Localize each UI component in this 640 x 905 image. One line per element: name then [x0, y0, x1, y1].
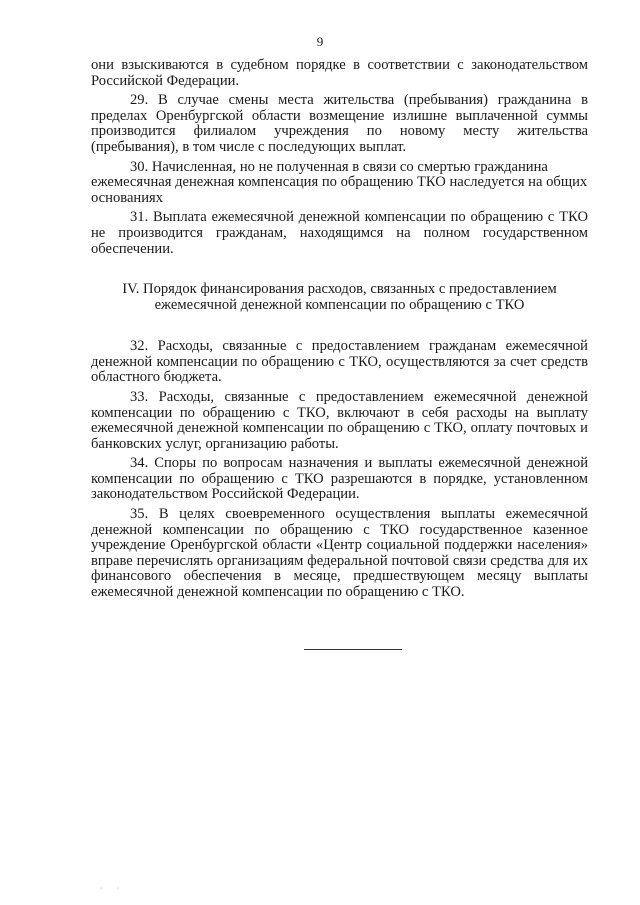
paragraph-34: 34. Споры по вопросам назначения и выплаты ежемесячной денежной компенсации по обращению с ТКО разрешаются в порядке, установленном законодательством Российской Федерации. [91, 455, 588, 503]
section-heading-line-2: ежемесячной денежной компенсации по обращению с ТКО [154, 297, 525, 314]
paragraph-30: 30. Начисленная, но не полученная в связи со смертью гражданина ежемесячная денежная компенсация по обращению ТКО наследуется на общих основаниях [91, 158, 588, 206]
section-heading-line-1: IV. Порядок финансирования расходов, связанных с предоставлением [122, 281, 557, 298]
scan-artifact: · · [100, 884, 126, 893]
section-heading [91, 281, 588, 313]
page-number: 9 [316, 34, 324, 49]
document-body [91, 58, 588, 605]
paragraph-35: 35. В целях своевременного осуществления выплаты ежемесячной денежной компенсации по обращению с ТКО государственное казенное учреждение Оренбургской области «Центр социальной поддержки населения» вправе перечислять организациям федеральной почтовой связи средства для их финансового обеспечения в месяце, предшествующем месяцу выплаты ежемесячной денежной компенсации по обращению с ТКО. [91, 506, 588, 601]
end-of-document-rule [304, 649, 402, 650]
paragraph-29: 29. В случае смены места жительства (пребывания) гражданина в пределах Оренбургской области возмещение излишне выплаченной суммы производится филиалом учреждения по новому месту жительства (пребывания), в том числе с последующих выплат. [91, 92, 588, 155]
paragraph-31: 31. Выплата ежемесячной денежной компенсации по обращению с ТКО не производится гражданам, находящимся на полном государственном обеспечении. [91, 209, 588, 257]
paragraph-continuation: они взыскиваются в судебном порядке в соответствии с законодательством Российской Федерации. [91, 57, 588, 89]
paragraph-33: 33. Расходы, связанные с предоставлением ежемесячной денежной компенсации по обращению с ТКО, включают в себя расходы на выплату ежемесячной денежной компенсации по обращению с ТКО, оплату почтовых и банковских услуг, организацию работы. [91, 388, 588, 452]
paragraph-32: 32. Расходы, связанные с предоставлением гражданам ежемесячной денежной компенсации по обращению с ТКО, осуществляются за счет средств областного бюджета. [91, 338, 588, 386]
